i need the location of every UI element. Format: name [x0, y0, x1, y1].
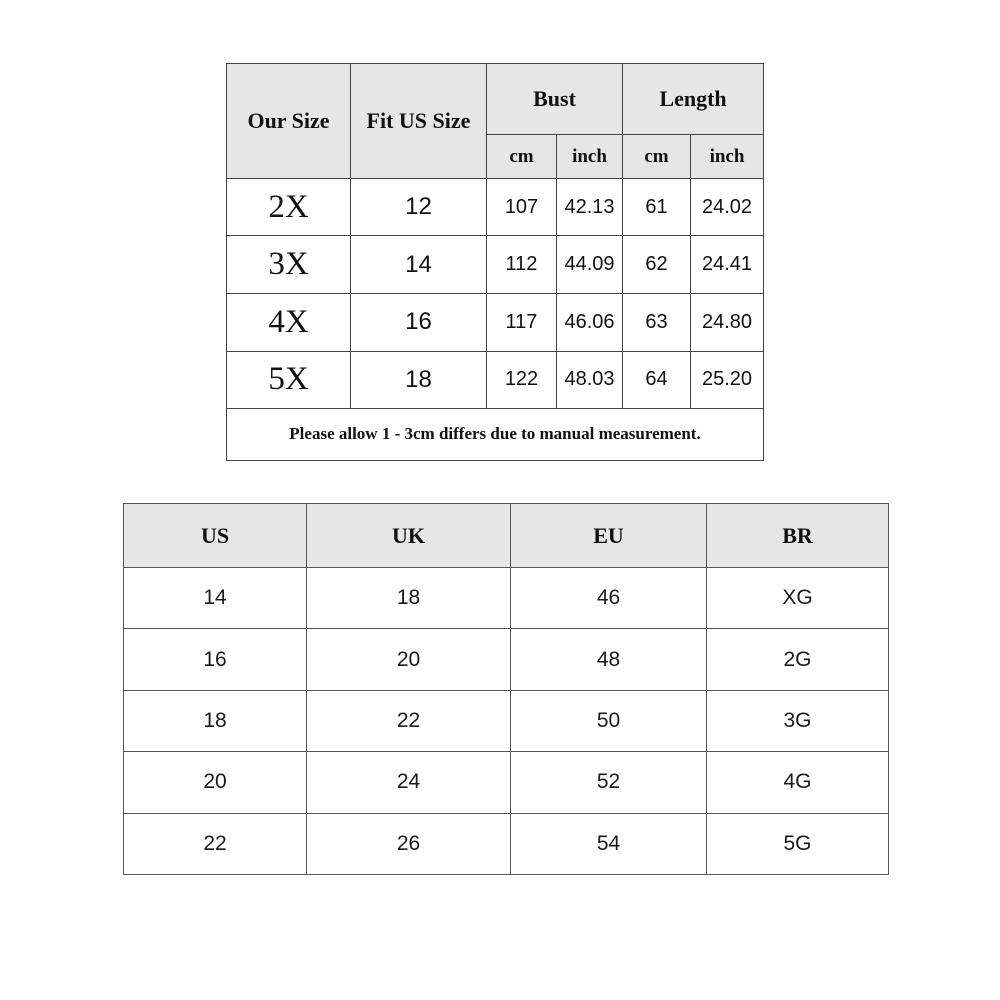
length-cm-cell: 64 — [623, 351, 691, 408]
eu-header: EU — [511, 504, 707, 568]
eu-cell: 54 — [511, 813, 707, 874]
bust-inch-cell: 48.03 — [557, 351, 623, 408]
br-cell: 3G — [707, 690, 889, 751]
conversion-row — [124, 568, 889, 629]
size-conversion-table — [123, 503, 889, 875]
br-cell: XG — [707, 568, 889, 629]
bust-cm-header: cm — [487, 135, 557, 179]
bust-inch-cell: 42.13 — [557, 179, 623, 236]
length-header: Length — [623, 64, 764, 135]
length-inch-cell: 24.02 — [691, 179, 764, 236]
size-row — [227, 294, 764, 351]
size-row — [227, 351, 764, 408]
us-cell: 16 — [124, 629, 307, 690]
conversion-row — [124, 629, 889, 690]
br-cell: 5G — [707, 813, 889, 874]
length-inch-cell: 25.20 — [691, 351, 764, 408]
eu-cell: 48 — [511, 629, 707, 690]
size-row — [227, 179, 764, 236]
uk-cell: 22 — [307, 690, 511, 751]
fit-us-size-header: Fit US Size — [351, 64, 487, 179]
conversion-row — [124, 752, 889, 813]
us-cell: 18 — [124, 690, 307, 751]
bust-inch-cell: 44.09 — [557, 236, 623, 294]
our-size-cell: 3X — [227, 236, 351, 294]
length-cm-cell: 63 — [623, 294, 691, 351]
our-size-header: Our Size — [227, 64, 351, 179]
bust-cm-cell: 122 — [487, 351, 557, 408]
uk-cell: 18 — [307, 568, 511, 629]
our-size-cell: 4X — [227, 294, 351, 351]
bust-inch-cell: 46.06 — [557, 294, 623, 351]
bust-cm-cell: 107 — [487, 179, 557, 236]
uk-cell: 26 — [307, 813, 511, 874]
eu-cell: 46 — [511, 568, 707, 629]
bust-cm-cell: 112 — [487, 236, 557, 294]
our-size-cell: 5X — [227, 351, 351, 408]
length-inch-cell: 24.80 — [691, 294, 764, 351]
bust-header: Bust — [487, 64, 623, 135]
fit-us-size-cell: 14 — [351, 236, 487, 294]
measurement-note-row — [227, 408, 764, 460]
length-inch-cell: 24.41 — [691, 236, 764, 294]
us-cell: 20 — [124, 752, 307, 813]
us-header: US — [124, 504, 307, 568]
us-cell: 14 — [124, 568, 307, 629]
conversion-header-row — [124, 504, 889, 568]
size-chart-header-row — [227, 64, 764, 135]
length-cm-cell: 61 — [623, 179, 691, 236]
length-cm-header: cm — [623, 135, 691, 179]
br-cell: 4G — [707, 752, 889, 813]
uk-cell: 24 — [307, 752, 511, 813]
measurement-note: Please allow 1 - 3cm differs due to manual measurement. — [227, 408, 764, 460]
length-cm-cell: 62 — [623, 236, 691, 294]
uk-header: UK — [307, 504, 511, 568]
eu-cell: 50 — [511, 690, 707, 751]
our-size-cell: 2X — [227, 179, 351, 236]
eu-cell: 52 — [511, 752, 707, 813]
bust-inch-header: inch — [557, 135, 623, 179]
fit-us-size-cell: 16 — [351, 294, 487, 351]
conversion-row — [124, 813, 889, 874]
us-cell: 22 — [124, 813, 307, 874]
bust-cm-cell: 117 — [487, 294, 557, 351]
fit-us-size-cell: 18 — [351, 351, 487, 408]
fit-us-size-cell: 12 — [351, 179, 487, 236]
size-row — [227, 236, 764, 294]
uk-cell: 20 — [307, 629, 511, 690]
size-chart-table — [226, 63, 764, 461]
br-header: BR — [707, 504, 889, 568]
conversion-row — [124, 690, 889, 751]
length-inch-header: inch — [691, 135, 764, 179]
br-cell: 2G — [707, 629, 889, 690]
